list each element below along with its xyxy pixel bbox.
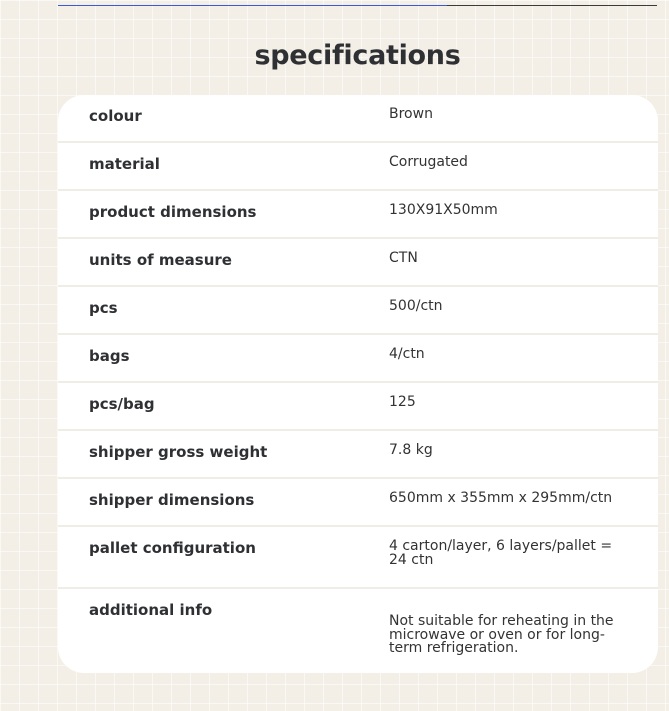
spec-value: 7.8 kg <box>389 442 433 458</box>
spec-value: 4/ctn <box>389 346 425 362</box>
spec-row-pallet-configuration <box>58 527 658 589</box>
spec-label: shipper gross weight <box>89 443 268 461</box>
section-title: specifications <box>254 40 461 71</box>
spec-row-pcs-per-bag <box>58 383 658 431</box>
spec-label: bags <box>89 347 130 365</box>
spec-row-product-dimensions <box>58 191 658 239</box>
top-divider <box>58 5 657 6</box>
spec-label: pallet configuration <box>89 539 256 557</box>
spec-label: units of measure <box>89 251 232 269</box>
spec-value: Corrugated <box>389 154 468 170</box>
spec-row-bags <box>58 335 658 383</box>
spec-row-colour <box>58 95 658 143</box>
specifications-table <box>58 95 658 673</box>
spec-row-pcs <box>58 287 658 335</box>
spec-label: colour <box>89 107 142 125</box>
spec-label: additional info <box>89 601 213 619</box>
spec-value: 650mm x 355mm x 295mm/ctn <box>389 490 613 506</box>
spec-row-shipper-gross-weight <box>58 431 658 479</box>
spec-label: material <box>89 155 160 173</box>
spec-value: Brown <box>389 106 433 122</box>
spec-value: 4 carton/layer, 6 layers/pallet = 24 ctn <box>389 538 613 568</box>
spec-value: CTN <box>389 250 418 266</box>
spec-row-units-of-measure <box>58 239 658 287</box>
spec-label: pcs <box>89 299 118 317</box>
spec-value: 130X91X50mm <box>389 202 498 218</box>
spec-label: shipper dimensions <box>89 491 255 509</box>
spec-label: pcs/bag <box>89 395 155 413</box>
spec-value: Not suitable for reheating in the microwave or oven or for long-term refrigeration. <box>389 613 614 656</box>
spec-value: 125 <box>389 394 416 410</box>
spec-row-additional-info <box>58 589 658 673</box>
spec-row-material <box>58 143 658 191</box>
spec-value: 500/ctn <box>389 298 443 314</box>
scroll-progress-bar <box>58 5 447 6</box>
spec-label: product dimensions <box>89 203 257 221</box>
spec-row-shipper-dimensions <box>58 479 658 527</box>
